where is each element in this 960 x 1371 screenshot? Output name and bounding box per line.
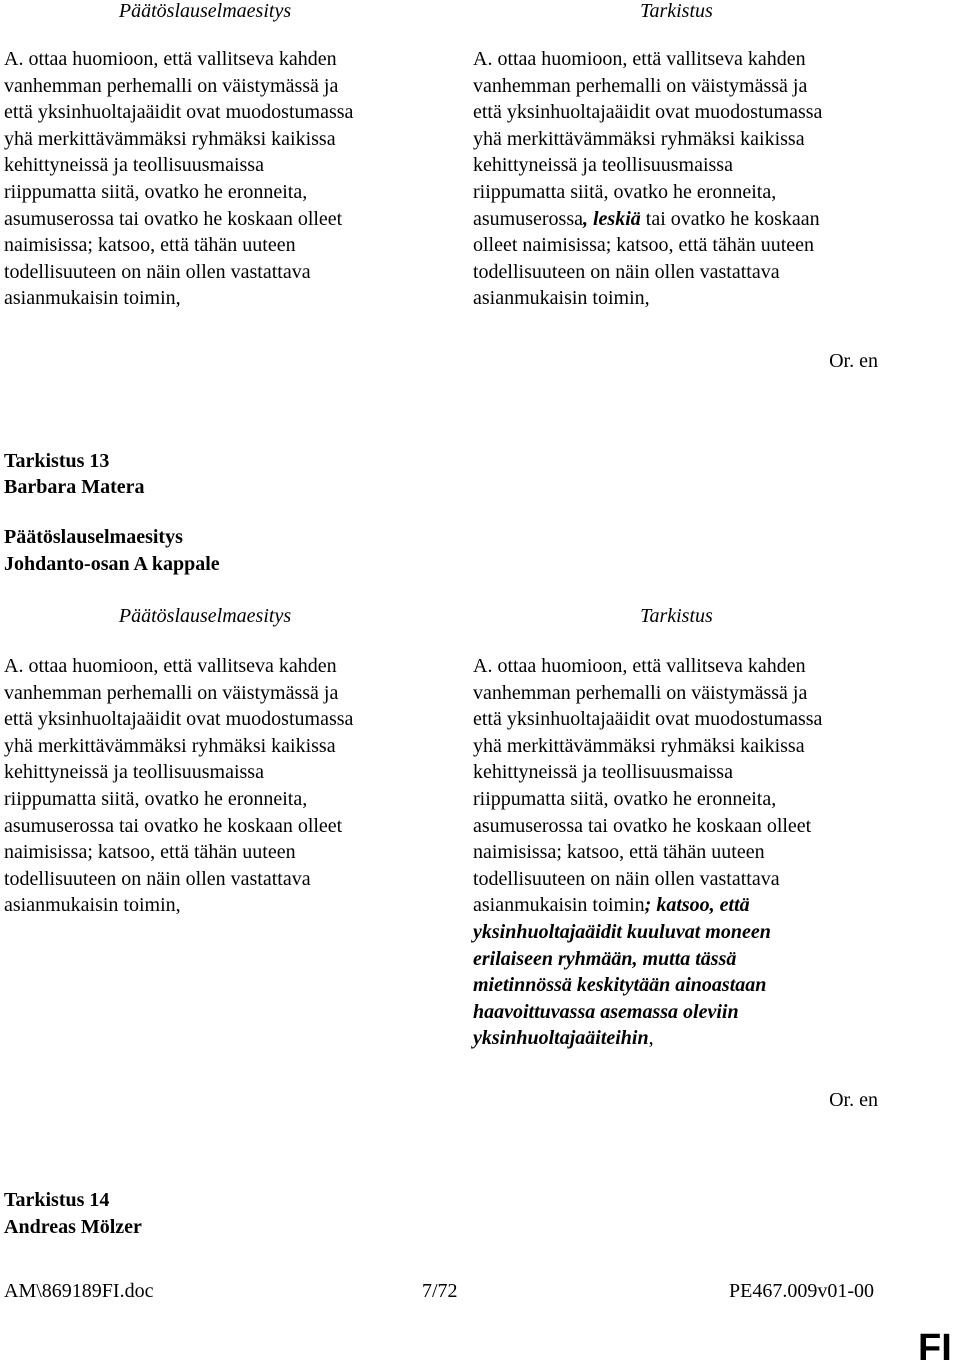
motion-text-line: kehittyneissä ja teollisuusmaissa: [4, 761, 264, 784]
motion-text-line: että yksinhuoltajaäidit ovat muodostumassa: [4, 101, 354, 124]
column-heading-motion: Päätöslauselmaesitys: [118, 605, 292, 627]
amendment-text-line: todellisuuteen on näin ollen vastattava: [473, 260, 780, 283]
motion-text-line: naimisissa; katsoo, että tähän uuteen: [4, 841, 296, 864]
amendment-text-line: [473, 206, 913, 233]
amendment-text-line: riippumatta siitä, ovatko he eronneita,: [473, 787, 777, 810]
amendment-text-line: olleet naimisissa; katsoo, että tähän uuteen: [473, 234, 815, 257]
motion-text-line: riippumatta siitä, ovatko he eronneita,: [4, 787, 308, 810]
amendment-text-line: kehittyneissä ja teollisuusmaissa: [473, 154, 733, 177]
inserted-text: yksinhuoltajaäiteihin: [473, 1027, 649, 1050]
motion-text-line: A. ottaa huomioon, että vallitseva kahden: [4, 655, 337, 677]
motion-text: [4, 46, 444, 312]
amendment-text: [473, 46, 913, 312]
motion-text-line: asumuserossa tai ovatko he koskaan olleet: [4, 814, 343, 837]
motion-text-line: asianmukaisin toimin,: [4, 894, 181, 917]
amendment-text-line: naimisissa; katsoo, että tähän uuteen: [473, 841, 765, 864]
text-fragment: asumuserossa: [473, 207, 583, 230]
amendment-text-line: vanhemman perhemalli on väistymässä ja: [473, 681, 808, 704]
text-fragment: tai ovatko he koskaan: [640, 207, 820, 230]
motion-text-line: todellisuuteen on näin ollen vastattava: [4, 260, 311, 283]
column-heading-motion: Päätöslauselmaesitys: [118, 0, 292, 22]
language-code: FI: [918, 1327, 952, 1369]
amendment-text-line: [473, 1025, 913, 1052]
footer-pe-ref: PE467.009v01-00: [729, 1280, 874, 1302]
motion-text-line: A. ottaa huomioon, että vallitseva kahden: [4, 48, 337, 70]
amendment-text-line: A. ottaa huomioon, että vallitseva kahden: [473, 48, 806, 70]
text-fragment: asianmukaisin toimin: [473, 894, 645, 917]
footer-doc-ref: AM\869189FI.doc: [4, 1280, 154, 1302]
motion-text-line: todellisuuteen on näin ollen vastattava: [4, 867, 311, 890]
amendment-text-line: vanhemman perhemalli on väistymässä ja: [473, 74, 808, 97]
inserted-text: ; katsoo, että: [644, 894, 750, 917]
amendment-text-line: asumuserossa tai ovatko he koskaan olleet: [473, 814, 812, 837]
amendment-text-line: että yksinhuoltajaäidit ovat muodostumassa: [473, 708, 823, 731]
amendment-text-line: että yksinhuoltajaäidit ovat muodostumassa: [473, 101, 823, 124]
column-heading-amendment: Tarkistus: [640, 0, 713, 22]
amendment-text: [473, 653, 913, 1052]
inserted-text: , leskiä: [582, 207, 641, 230]
motion-text-line: riippumatta siitä, ovatko he eronneita,: [4, 180, 308, 203]
amendment-text-line: yhä merkittävämmäksi ryhmäksi kaikissa: [473, 734, 805, 757]
amendment-text-line: [473, 892, 913, 919]
inserted-text-line: haavoittuvassa asemassa oleviin: [473, 1000, 739, 1023]
motion-text-line: naimisissa; katsoo, että tähän uuteen: [4, 234, 296, 257]
inserted-text-line: erilaiseen ryhmään, mutta tässä: [473, 947, 737, 970]
original-language: Or. en: [829, 350, 878, 372]
text-fragment: ,: [648, 1027, 654, 1050]
motion-text-line: että yksinhuoltajaäidit ovat muodostumassa: [4, 708, 354, 731]
motion-text-line: yhä merkittävämmäksi ryhmäksi kaikissa: [4, 127, 336, 150]
motion-text-line: asumuserossa tai ovatko he koskaan olleet: [4, 207, 343, 230]
amendment-author: Andreas Mölzer: [4, 1216, 142, 1238]
motion-text-line: kehittyneissä ja teollisuusmaissa: [4, 154, 264, 177]
inserted-text-line: yksinhuoltajaäidit kuuluvat moneen: [473, 920, 771, 943]
footer-page-number: 7/72: [422, 1280, 458, 1302]
motion-text-line: yhä merkittävämmäksi ryhmäksi kaikissa: [4, 734, 336, 757]
amendment-title: Tarkistus 14: [4, 1189, 110, 1211]
amendment-text-line: kehittyneissä ja teollisuusmaissa: [473, 761, 733, 784]
motion-text-line: vanhemman perhemalli on väistymässä ja: [4, 681, 339, 704]
inserted-text-line: mietinnössä keskitytään ainoastaan: [473, 974, 767, 997]
column-heading-amendment: Tarkistus: [640, 605, 713, 627]
amendment-text-line: asianmukaisin toimin,: [473, 287, 650, 310]
motion-text-line: asianmukaisin toimin,: [4, 287, 181, 310]
original-language: Or. en: [829, 1089, 878, 1111]
amendment-text-line: yhä merkittävämmäksi ryhmäksi kaikissa: [473, 127, 805, 150]
amendment-section: Johdanto-osan A kappale: [4, 553, 220, 575]
amendment-title: Tarkistus 13: [4, 450, 110, 472]
amendment-text-line: todellisuuteen on näin ollen vastattava: [473, 867, 780, 890]
amendment-doc-type: Päätöslauselmaesitys: [4, 526, 183, 548]
motion-text: [4, 653, 444, 919]
amendment-author: Barbara Matera: [4, 476, 145, 498]
motion-text-line: vanhemman perhemalli on väistymässä ja: [4, 74, 339, 97]
amendment-text-line: riippumatta siitä, ovatko he eronneita,: [473, 180, 777, 203]
amendment-text-line: A. ottaa huomioon, että vallitseva kahden: [473, 655, 806, 677]
